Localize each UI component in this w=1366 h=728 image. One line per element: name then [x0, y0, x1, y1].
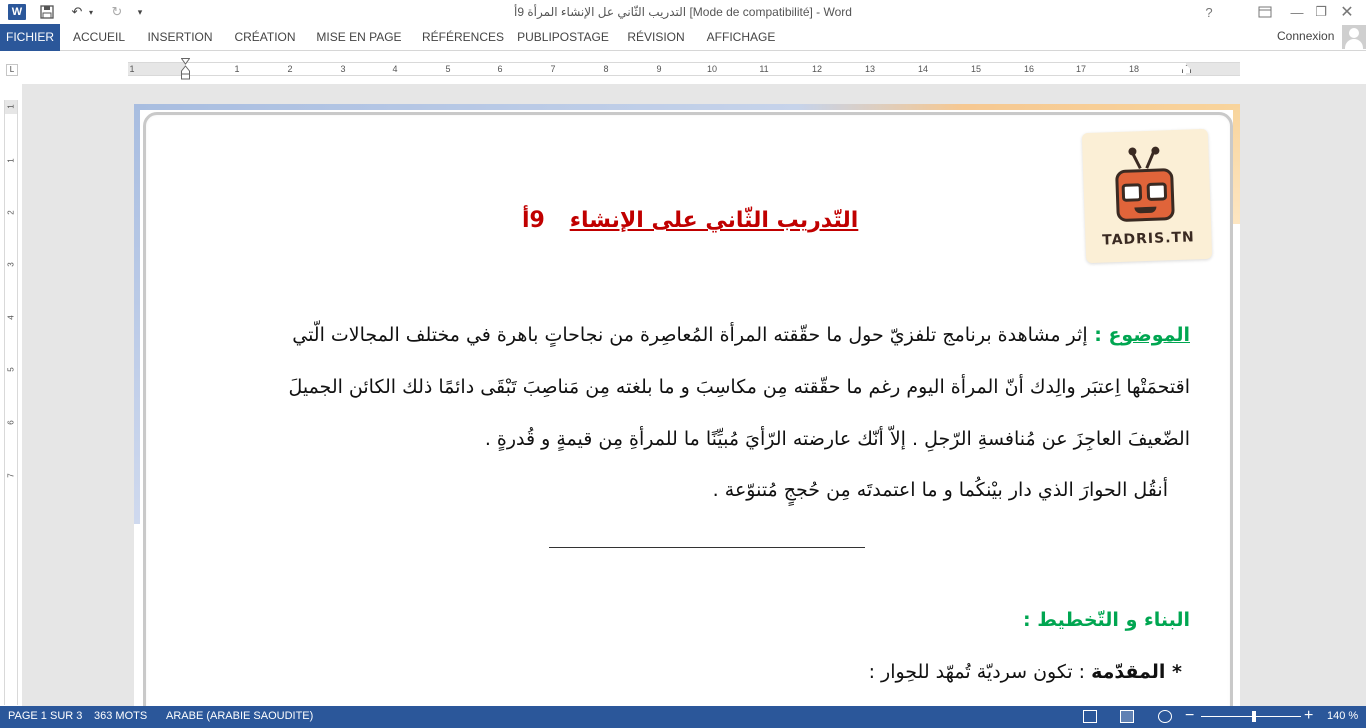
undo-icon[interactable]: ↶: [71, 4, 83, 19]
tab-insertion[interactable]: INSERTION: [147, 30, 213, 44]
ribbon-display-options-icon[interactable]: [1254, 2, 1276, 22]
subject-colon: :: [1087, 324, 1109, 346]
ruler-number: 10: [706, 64, 718, 74]
ruler-number: 8: [603, 64, 609, 74]
window-title: التدريب الثّاني عل الإنشاء المرأة 9أ [Mode de compatibilité] - Word: [514, 5, 852, 19]
vruler-number: 3: [6, 262, 16, 267]
zoom-slider-thumb[interactable]: [1252, 711, 1256, 722]
print-layout-icon[interactable]: [1120, 710, 1134, 723]
tab-affichage[interactable]: AFFICHAGE: [706, 30, 776, 44]
zoom-slider[interactable]: [1201, 716, 1301, 717]
customize-toolbar-icon[interactable]: ▾: [137, 6, 143, 17]
read-mode-icon[interactable]: [1083, 710, 1097, 723]
sign-in-link[interactable]: Connexion: [1277, 29, 1335, 43]
ruler-number: 16: [1023, 64, 1035, 74]
intro-text: : تكون سرديّة تُمهّد للحِوار :: [868, 661, 1092, 683]
word-icon[interactable]: W: [8, 4, 26, 20]
document-heading: التّدريب الثّاني على الإنشاء: [569, 208, 859, 233]
tab-stop-selector[interactable]: L: [6, 64, 18, 76]
vruler-number: 1: [6, 104, 16, 109]
document-canvas[interactable]: [22, 84, 1366, 706]
ruler-number: 15: [970, 64, 982, 74]
ruler-number: 18: [1128, 64, 1140, 74]
minimize-button[interactable]: —: [1290, 4, 1304, 20]
undo-dropdown-icon[interactable]: ▾: [88, 7, 93, 17]
subject-line-2: اقتحمَتْها اِعتبَر والِدك أنّ المرأة اليوم رغم ما حقّقته مِن مكاسِبَ و ما بلغته مِن مَناصِبَ تَبْقَى دائمًا ذلك الكائن الجميلَ: [288, 376, 1190, 398]
ruler-number: 4: [392, 64, 398, 74]
ruler-area: [0, 52, 1366, 82]
intro-line: [869, 661, 1182, 683]
plan-heading: البناء و التّخطيط :: [1023, 609, 1190, 631]
subject-line-1: [292, 324, 1190, 346]
vruler-number: 5: [6, 367, 16, 372]
ruler-number: 5: [445, 64, 451, 74]
ruler-number: 1: [234, 64, 240, 74]
page-border-frame: [143, 112, 1233, 724]
subject-line-3: الضّعيفَ العاجِزَ عن مُنافسةِ الرّجلِ . إلاّ أنّك عارضته الرّأيَ مُبيِّنًا ما للمرأةِ مِن قيمةٍ و قُدرةٍ .: [484, 428, 1190, 450]
vruler-number: 2: [6, 210, 16, 215]
ruler-number: 12: [811, 64, 823, 74]
ruler-number: 6: [497, 64, 503, 74]
subject-label: الموضوع: [1108, 324, 1190, 346]
vruler-number: 7: [6, 473, 16, 478]
tab-fichier[interactable]: FICHIER: [0, 24, 60, 51]
tab-creation[interactable]: CRÉATION: [234, 30, 296, 44]
title-bar: [0, 0, 1366, 24]
ruler-number: 17: [1075, 64, 1087, 74]
horizontal-ruler[interactable]: [128, 62, 1240, 76]
redo-icon[interactable]: ↻: [111, 4, 123, 19]
maximize-button[interactable]: ❐: [1315, 4, 1327, 19]
ruler-number: 13: [864, 64, 876, 74]
document-page[interactable]: [134, 104, 1240, 724]
vruler-number: 6: [6, 420, 16, 425]
ruler-number: 3: [340, 64, 346, 74]
language-indicator[interactable]: ARABE (ARABIE SAOUDITE): [166, 710, 314, 722]
tab-revision[interactable]: RÉVISION: [627, 30, 685, 44]
word-count[interactable]: 363 MOTS: [94, 710, 148, 722]
tadris-logo: [1082, 129, 1212, 263]
subject-text-1: إثر مشاهدة برنامج تلفزيّ حول ما حقّقته المرأة المُعاصِرة من نجاحاتٍ باهرة في مختلف المجالات الّتي: [292, 324, 1088, 346]
page-count[interactable]: PAGE 1 SUR 3: [8, 710, 83, 722]
subject-line-4: أنقُل الحوارَ الذي دار بيْنكُما و ما اعتمدتَه مِن حُججٍ مُتنوّعة .: [712, 479, 1168, 501]
vruler-number: 1: [6, 158, 16, 163]
logo-text: TADRIS.TN: [1101, 229, 1196, 249]
ruler-number: 7: [550, 64, 556, 74]
user-avatar-icon[interactable]: [1342, 25, 1366, 49]
ruler-number: 1: [129, 64, 135, 74]
class-level: 9أ: [522, 208, 545, 233]
tab-publipostage[interactable]: PUBLIPOSTAGE: [517, 30, 609, 44]
zoom-out-button[interactable]: −: [1185, 707, 1195, 724]
ruler-number: 9: [656, 64, 662, 74]
ruler-number: 2: [287, 64, 293, 74]
ruler-number: 14: [917, 64, 929, 74]
left-indent-marker[interactable]: [181, 58, 189, 80]
ribbon-tab-bar: [0, 24, 1366, 51]
vruler-number: 4: [6, 315, 16, 320]
tab-mise-en-page[interactable]: MISE EN PAGE: [316, 30, 402, 44]
separator-line: [549, 547, 865, 548]
web-layout-icon[interactable]: [1158, 710, 1172, 723]
close-button[interactable]: ✕: [1340, 4, 1354, 21]
zoom-level[interactable]: 140 %: [1327, 710, 1359, 722]
tab-accueil[interactable]: ACCUEIL: [72, 30, 125, 44]
status-bar: [0, 706, 1366, 728]
help-button[interactable]: ?: [1205, 4, 1213, 20]
zoom-in-button[interactable]: +: [1304, 707, 1314, 724]
tab-references[interactable]: RÉFÉRENCES: [421, 30, 504, 44]
ruler-number: 11: [759, 64, 769, 74]
vertical-ruler[interactable]: [4, 100, 18, 705]
intro-label: * المقدّمة: [1091, 661, 1182, 683]
